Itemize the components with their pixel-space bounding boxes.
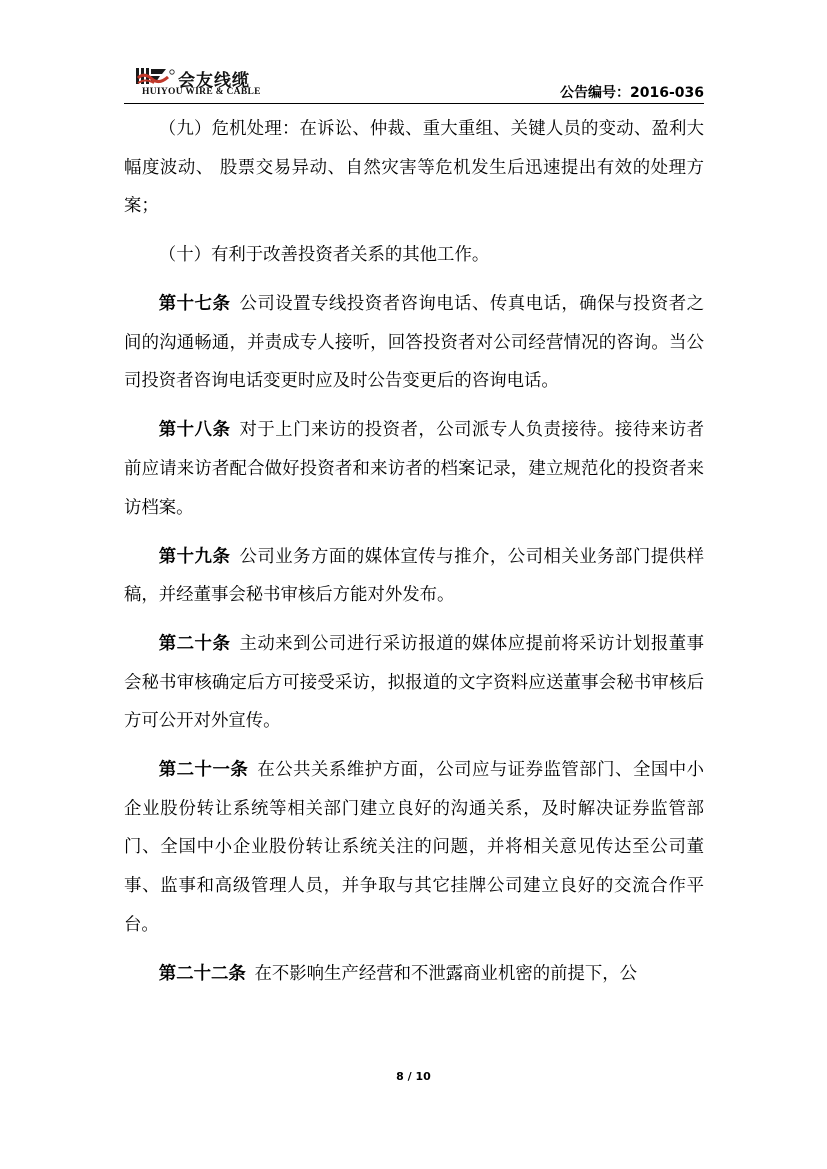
paragraph-text: 在公共关系维护方面，公司应与证券监管部门、全国中小企业股份转让系统等相关部门建立良好的沟通关系，及时解决证券监管部门、全国中小企业股份转让系统关注的问题，并将相关意见传达至公司董事、监事和高级管理人员，并争取与其它挂牌公司建立良好的交流合作平台。 [124,760,704,935]
document-body [124,110,704,1004]
article-heading: 第十八条 [158,420,231,441]
paragraph-text: 公司业务方面的媒体宣传与推介，公司相关业务部门提供样稿，并经董事会秘书审核后方能对外发布。 [124,546,704,606]
page-number: 8 / 10 [396,1070,431,1083]
logo-mark-icon [134,66,178,88]
article-heading: 第十七条 [158,294,231,315]
paragraph-text: 在不影响生产经营和不泄露商业机密的前提下，公 [254,963,638,984]
header-divider [124,103,704,104]
paragraph [124,751,704,944]
paragraph [124,110,704,226]
announcement-number: 公告编号：2016-036 [560,85,704,101]
paragraph-text: （十）有利于改善投资者关系的其他工作。 [158,245,490,266]
paragraph [124,411,704,527]
paragraph-text: 主动来到公司进行采访报道的媒体应提前将采访计划报董事会秘书审核确定后方可接受采访，拟报道的文字资料应送董事会秘书审核后方可公开对外宣传。 [124,634,704,732]
paragraph-text: 对于上门来访的投资者，公司派专人负责接待。接待来访者前应请来访者配合做好投资者和来访者的档案记录，建立规范化的投资者来访档案。 [124,420,704,518]
logo-chinese-name: 会友线缆 [178,71,250,91]
article-heading: 第十九条 [158,546,231,567]
page-header [124,66,704,104]
article-heading: 第二十条 [158,634,231,655]
company-logo [134,66,294,98]
article-heading: 第二十一条 [158,760,249,781]
paragraph-text: 公司设置专线投资者咨询电话、传真电话，确保与投资者之间的沟通畅通，并责成专人接听，回答投资者对公司经营情况的咨询。当公司投资者咨询电话变更时应及时公告变更后的咨询电话。 [124,294,704,392]
paragraph [124,955,704,994]
paragraph [124,538,704,615]
paragraph-text: （九）危机处理：在诉讼、仲裁、重大重组、关键人员的变动、盈利大幅度波动、 股票交易异动、自然灾害等危机发生后迅速提出有效的处理方案； [124,119,704,217]
paragraph [124,625,704,741]
paragraph [124,285,704,401]
paragraph [124,236,704,275]
logo-english-name: HUIYOU WIRE & CABLE [142,87,261,97]
article-heading: 第二十二条 [158,963,246,984]
